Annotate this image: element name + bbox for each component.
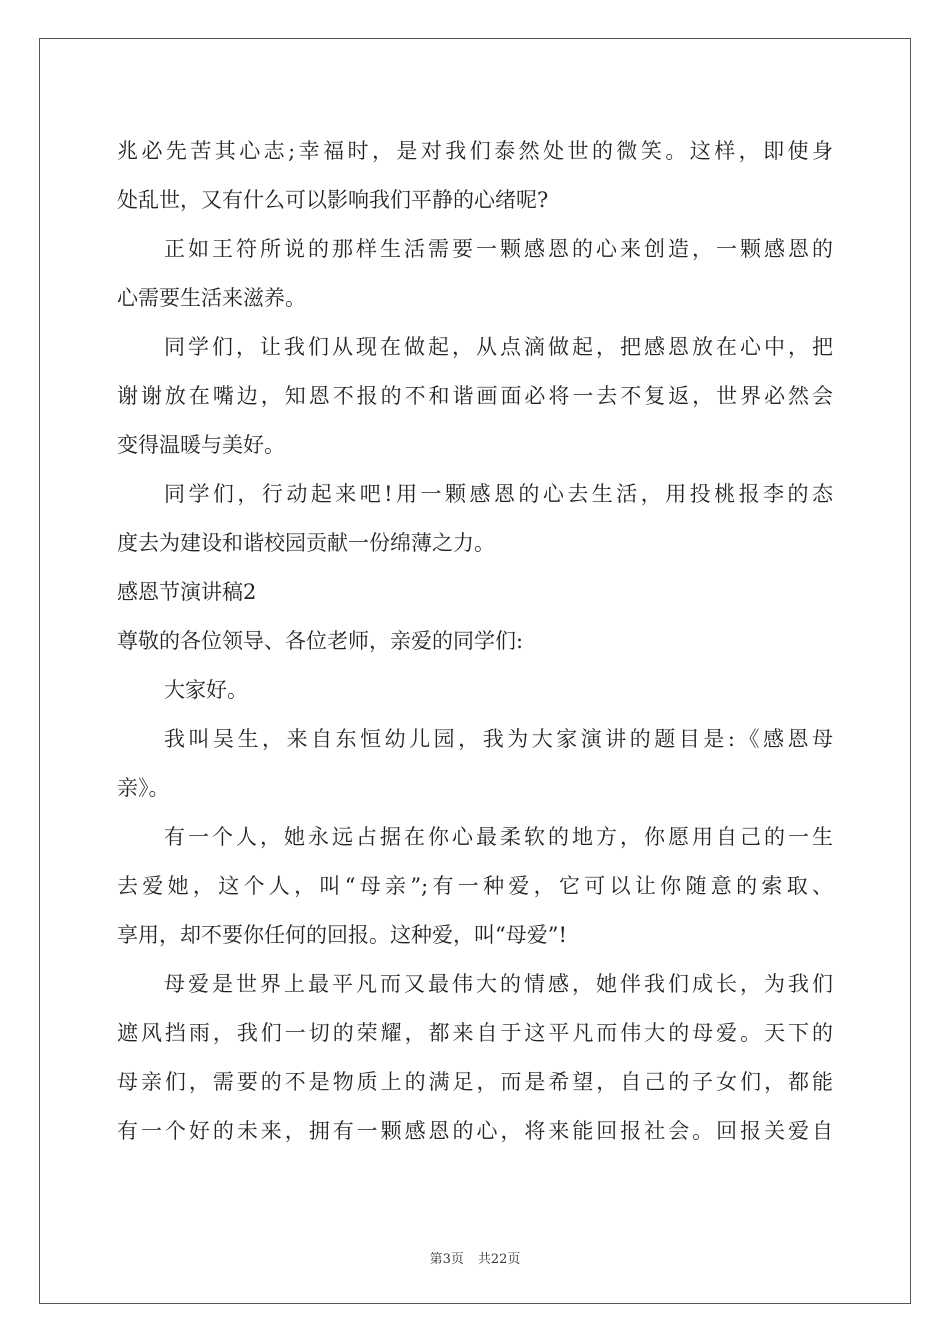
text-line-9: 度去为建设和谐校园贡献一份绵薄之力。	[117, 531, 495, 555]
text-line-21: 有一个好的未来，拥有一颗感恩的心，将来能回报社会。回报关爱自	[117, 1119, 833, 1143]
text-line-8: 同学们，行动起来吧!用一颗感恩的心去生活，用投桃报李的态	[164, 482, 833, 506]
page-total: 共22页	[477, 1252, 521, 1267]
text-line-15: 有一个人，她永远占据在你心最柔软的地方，你愿用自己的一生	[164, 825, 833, 849]
text-line-6: 谢谢放在嘴边，知恩不报的不和谐画面必将一去不复返，世界必然会	[117, 384, 833, 408]
text-line-2: 处乱世，又有什么可以影响我们平静的心绪呢?	[117, 188, 549, 212]
text-line-5: 同学们，让我们从现在做起，从点滴做起，把感恩放在心中，把	[164, 335, 833, 359]
salutation: 尊敬的各位领导、各位老师，亲爱的同学们:	[117, 629, 524, 653]
page-footer	[0, 1248, 950, 1267]
text-line-7: 变得温暖与美好。	[117, 433, 285, 457]
document-body	[117, 127, 833, 1156]
text-line-13: 我叫吴生，来自东恒幼儿园，我为大家演讲的题目是:《感恩母	[164, 727, 833, 751]
text-line-19: 遮风挡雨，我们一切的荣耀，都来自于这平凡而伟大的母爱。天下的	[117, 1021, 833, 1045]
text-line-3: 正如王符所说的那样生活需要一颗感恩的心来创造，一颗感恩的	[164, 237, 833, 261]
text-line-20: 母亲们，需要的不是物质上的满足，而是希望，自己的子女们，都能	[117, 1070, 833, 1094]
text-line-4: 心需要生活来滋养。	[117, 286, 306, 310]
page-number: 第3页	[429, 1252, 464, 1267]
text-line-1: 兆必先苦其心志;幸福时，是对我们泰然处世的微笑。这样，即使身	[117, 139, 833, 163]
text-line-18: 母爱是世界上最平凡而又最伟大的情感，她伴我们成长，为我们	[164, 972, 833, 996]
text-line-16: 去爱她，这个人，叫“母亲”;有一种爱，它可以让你随意的索取、	[117, 874, 833, 898]
section-heading: 感恩节演讲稿2	[117, 580, 257, 604]
greeting: 大家好。	[164, 678, 248, 702]
text-line-17: 享用，却不要你任何的回报。这种爱，叫“母爱”!	[117, 923, 567, 947]
text-line-14: 亲》。	[117, 776, 170, 800]
